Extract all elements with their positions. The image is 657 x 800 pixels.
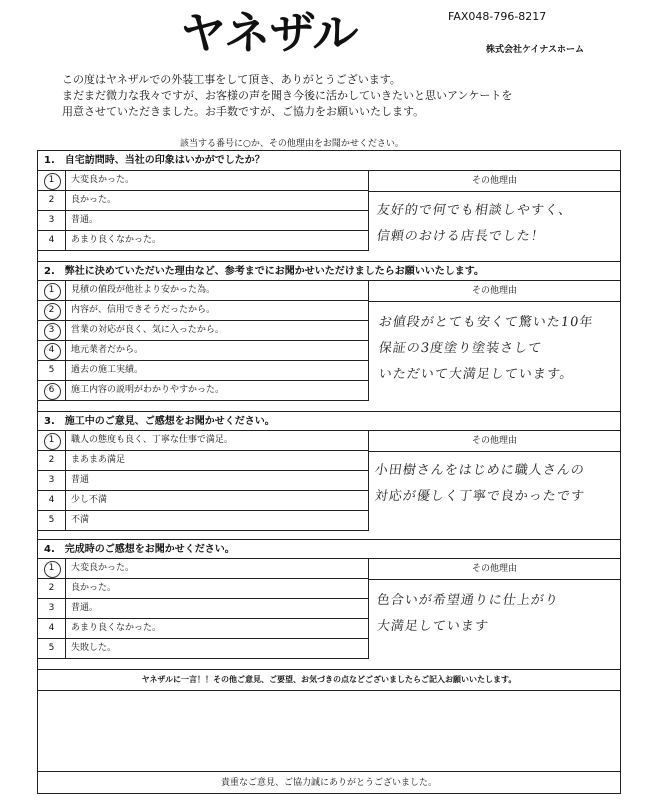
survey-sheet (37, 150, 621, 794)
option-number: 4 (38, 231, 66, 250)
option-number: 3 (38, 471, 66, 490)
handwritten-line: いただいて大満足しています。 (377, 367, 575, 382)
option-row[interactable] (38, 599, 368, 619)
intro-line: 用意させていただきました。お手数ですが、ご協力をお願いいたします。 (62, 105, 425, 118)
option-label: 過去の施工実績。 (71, 365, 144, 375)
option-number: 4 (38, 491, 66, 510)
option-label: 良かった。 (71, 583, 117, 593)
comment-area[interactable] (38, 691, 620, 771)
option-label: 普通。 (71, 215, 99, 225)
handwritten-line: 保証の3度塗り塗装さして (377, 341, 544, 356)
option-number: 2 (38, 191, 66, 210)
option-number: 4 (38, 619, 66, 638)
reason-box[interactable] (368, 171, 620, 251)
fax-number: FAX048-796-8217 (448, 10, 547, 23)
option-number: 2 (38, 451, 66, 470)
option-label: 普通 (71, 475, 90, 485)
option-label: 大変良かった。 (71, 175, 135, 185)
option-row[interactable] (38, 211, 368, 231)
option-row[interactable] (38, 579, 368, 599)
option-number: 5 (38, 511, 66, 530)
section-4-title: 4. 完成時のご感想をお聞かせください。 (38, 539, 620, 559)
option-number: 2 (38, 579, 66, 598)
handwritten-line: 信頼のおける店長でした！ (375, 229, 546, 244)
intro-text (62, 72, 622, 120)
option-label: 施工内容の説明がわかりやすかった。 (71, 385, 225, 395)
reason-header: その他理由 (369, 171, 620, 192)
option-row[interactable] (38, 381, 368, 401)
option-number: 1 (38, 171, 66, 190)
option-label: 地元業者だから。 (71, 345, 144, 355)
option-label: 見積の値段が他社より安かった為。 (71, 285, 216, 295)
option-row[interactable] (38, 511, 368, 531)
handwritten-line: お値段がとても安くて驚いた10年 (377, 315, 595, 330)
option-label: 大変良かった。 (71, 563, 135, 573)
option-label: 少し不満 (71, 495, 108, 505)
handwritten-line: 色合いが希望通りに仕上がり (375, 593, 560, 608)
reason-header: その他理由 (369, 281, 620, 302)
intro-line: まだまだ微力な我々ですが、お客様の声を聞き今後に活かしていきたいと思いアンケートを (62, 89, 513, 102)
option-label: 職人の態度も良く、丁寧な仕事で満足。 (71, 435, 233, 445)
option-row[interactable] (38, 491, 368, 511)
option-number: 1 (38, 281, 66, 300)
section-1-title: 1. 自宅訪問時、当社の印象はいかがでしたか？ (38, 151, 620, 171)
instruction: 該当する番号に○か、その他理由をお聞かせください。 (180, 139, 404, 149)
option-row[interactable] (38, 321, 368, 341)
option-label: あまり良くなかった。 (71, 235, 162, 245)
option-label: 内容が、信用できそうだったから。 (71, 305, 216, 315)
reason-box[interactable] (368, 431, 620, 531)
option-number: 6 (38, 381, 66, 400)
option-row[interactable] (38, 281, 368, 301)
option-row[interactable] (38, 171, 368, 191)
option-number: 3 (38, 321, 66, 340)
option-number: 5 (38, 639, 66, 658)
option-row[interactable] (38, 559, 368, 579)
option-label: 不満 (71, 515, 90, 525)
option-row[interactable] (38, 301, 368, 321)
handwritten-line: 小田樹さんをはじめに職人さんの (373, 463, 586, 478)
intro-line: この度はヤネザルでの外装工事をして頂き、ありがとうございます。 (62, 73, 401, 86)
company-name: 株式会社ケイナスホーム (486, 45, 585, 55)
option-label: 普通。 (71, 603, 99, 613)
option-number: 1 (38, 559, 66, 578)
option-label: まあまあ満足 (71, 455, 126, 465)
option-row[interactable] (38, 191, 368, 211)
option-row[interactable] (38, 639, 368, 659)
option-row[interactable] (38, 341, 368, 361)
option-row[interactable] (38, 361, 368, 381)
option-row[interactable] (38, 471, 368, 491)
handwritten-line: 対応が優しく丁寧で良かったです (373, 489, 586, 504)
option-row[interactable] (38, 451, 368, 471)
option-label: 失敗した。 (71, 643, 117, 653)
thanks-message: 貴重なご意見、ご協力誠にありがとうございました。 (38, 771, 620, 794)
reason-header: その他理由 (369, 431, 620, 452)
comment-prompt: ヤネザルに一言！！その他ご意見、ご要望、お気づきの点などございましたらご記入お願いいたします。 (38, 669, 620, 691)
handwritten-line: 友好的で何でも相談しやすく、 (375, 203, 574, 218)
reason-header: その他理由 (369, 559, 620, 580)
option-row[interactable] (38, 431, 368, 451)
reason-box[interactable] (368, 281, 620, 401)
option-label: 良かった。 (71, 195, 117, 205)
reason-box[interactable] (368, 559, 620, 659)
option-number: 1 (38, 431, 66, 450)
option-number: 5 (38, 361, 66, 380)
option-number: 3 (38, 599, 66, 618)
option-label: あまり良くなかった。 (71, 623, 162, 633)
section-2-title: 2. 弊社に決めていただいた理由など、参考までにお聞かせいただけましたらお願いいたします。 (38, 261, 620, 281)
option-number: 3 (38, 211, 66, 230)
handwritten-line: 大満足しています (375, 619, 490, 634)
option-row[interactable] (38, 619, 368, 639)
section-3-title: 3. 施工中のご意見、ご感想をお聞かせください。 (38, 411, 620, 431)
option-number: 4 (38, 341, 66, 360)
option-row[interactable] (38, 231, 368, 251)
option-label: 営業の対応が良く、気に入ったから。 (71, 325, 224, 335)
option-number: 2 (38, 301, 66, 320)
logo: ヤネザル (180, 8, 358, 59)
